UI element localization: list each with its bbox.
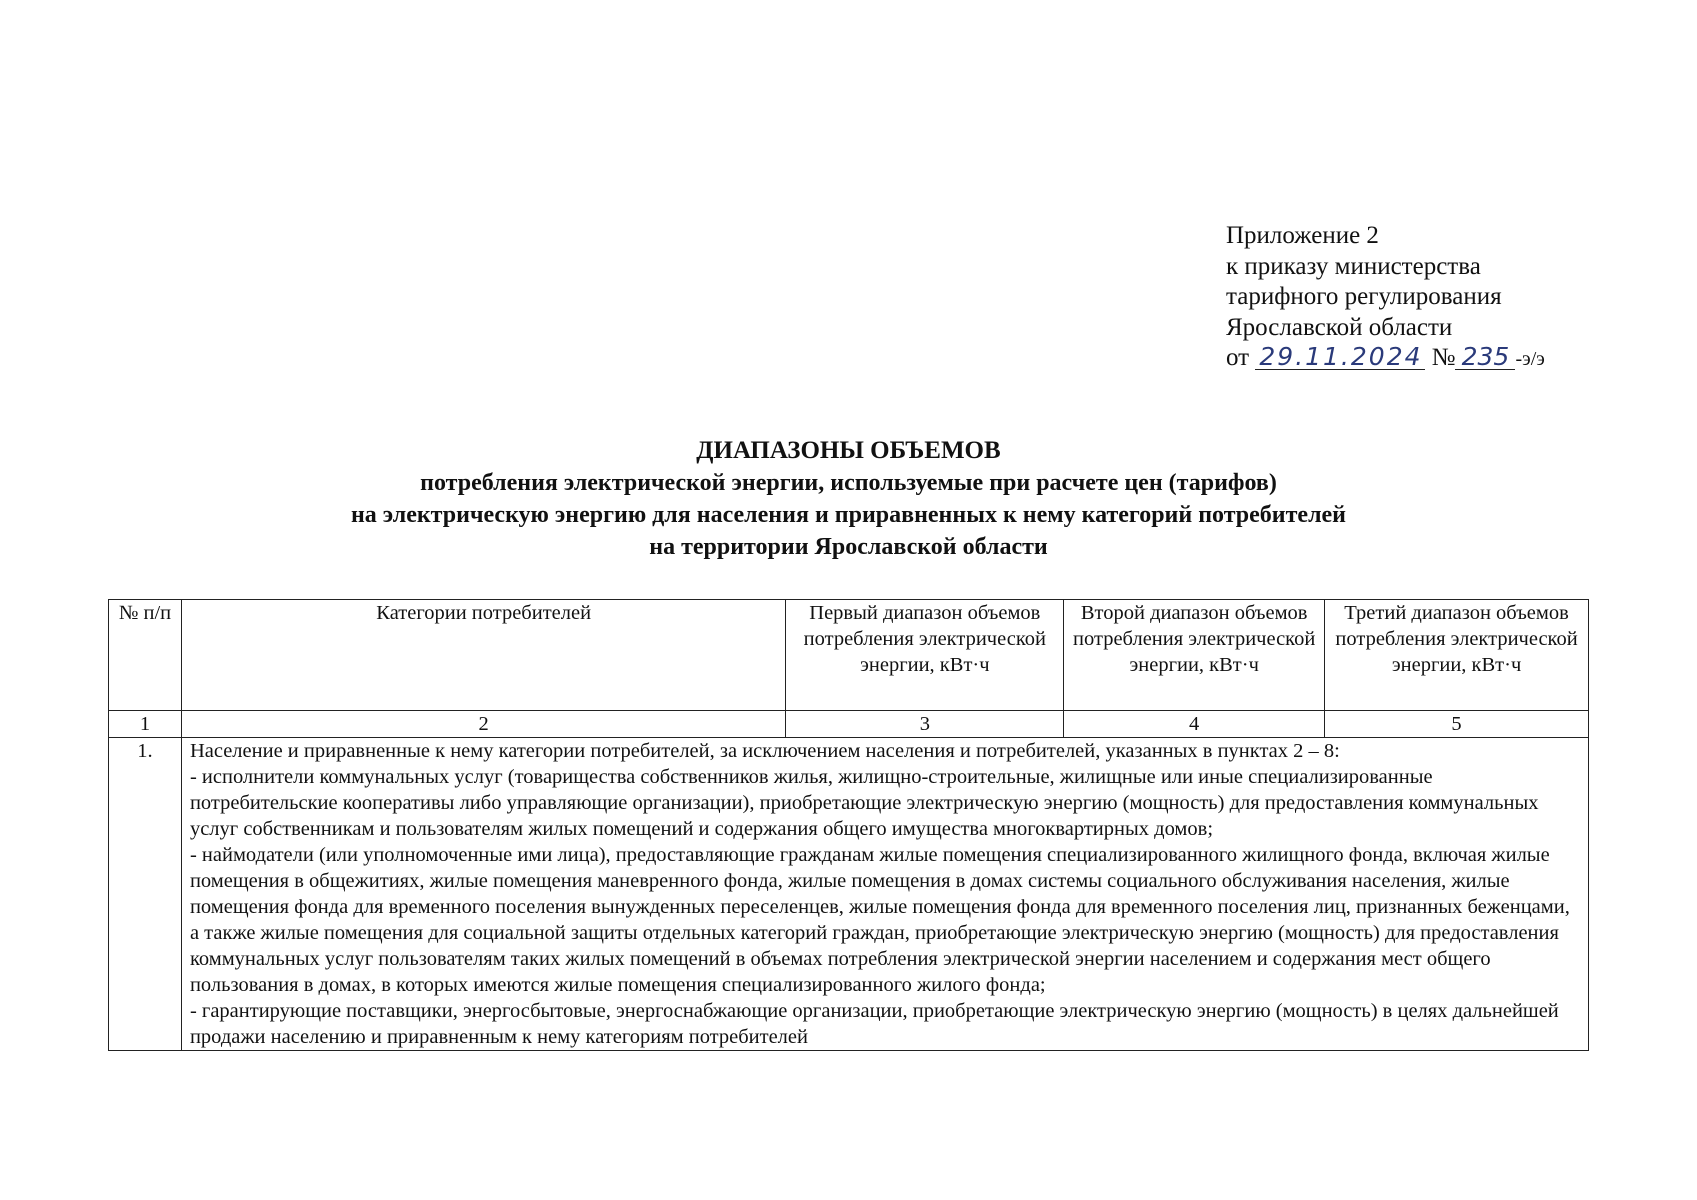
header-category: Категории потребителей xyxy=(181,600,785,711)
annex-number: 235 xyxy=(1455,345,1515,370)
title-subtitle-2: на электрическую энергию для населения и приравненных к нему категорий потребителей xyxy=(350,502,1347,528)
column-number-1: 1 xyxy=(109,711,182,738)
category-paragraph: - наймодатели (или уполномоченные ими лица), предоставляющие гражданам жилые помещения специализированного жилищного фонда, включая жилые помещения в общежитиях, жилые помещения маневренного фонда, жилые помещения в домах системы социального обслуживания населения, жилые помещения фонда для временного поселения вынужденных переселенцев, жилые помещения фонда для временного поселения лиц, признанных беженцами, а также жилые помещения для социальной защиты отдельных категорий граждан, приобретающие электрическую энергию (мощность) для предоставления коммунальных услуг пользователям таких жилых помещений в объемах потребления электрической энергии населением и содержания мест общего пользования в домах, в которых имеются жилые помещения специализированного жилого фонда; xyxy=(189,844,1570,996)
annex-region: Ярославской области xyxy=(1226,313,1453,341)
annex-number-sign: № xyxy=(1431,344,1456,371)
title-subtitle-1: потребления электрической энергии, используемые при расчете цен (тарифов) xyxy=(420,470,1277,496)
column-number-4: 4 xyxy=(1064,711,1325,738)
header-range-3: Третий диапазон объемов потребления электрической энергии, кВт·ч xyxy=(1325,600,1589,711)
table-row xyxy=(109,738,1589,1051)
header-range-2: Второй диапазон объемов потребления электрической энергии, кВт·ч xyxy=(1064,600,1325,711)
annex-date-line xyxy=(1226,343,1545,375)
ranges-table xyxy=(108,599,1589,1051)
annex-title: Приложение 2 xyxy=(1226,222,1379,249)
row-number: 1. xyxy=(109,738,182,1051)
column-number-3: 3 xyxy=(786,711,1064,738)
annex-block xyxy=(1226,221,1545,375)
annex-date: 29.11.2024 xyxy=(1255,345,1425,370)
category-paragraph: - гарантирующие поставщики, энергосбытовые, энергоснабжающие организации, приобретающие электрическую энергию (мощность) в целях дальнейшей продажи населению и приравненным к нему категориям потребителей xyxy=(189,1000,1559,1048)
annex-ministry: тарифного регулирования xyxy=(1226,283,1502,310)
category-paragraph: Население и приравненные к нему категории потребителей, за исключением населения и потребителей, указанных в пунктах 2 – 8: xyxy=(189,740,1340,762)
row-category-text xyxy=(181,738,1588,1051)
column-number-5: 5 xyxy=(1325,711,1589,738)
annex-date-prefix: от xyxy=(1226,344,1250,371)
column-number-2: 2 xyxy=(181,711,785,738)
column-number-row xyxy=(109,711,1589,738)
annex-number-suffix: -э/э xyxy=(1515,348,1545,370)
header-number: № п/п xyxy=(109,600,182,711)
table-header-row xyxy=(109,600,1589,711)
document-title xyxy=(100,435,1597,563)
title-main: ДИАПАЗОНЫ ОБЪЕМОВ xyxy=(696,437,1001,464)
category-paragraph: - исполнители коммунальных услуг (товарищества собственников жилья, жилищно-строительные, жилищные или иные специализированные потребительские кооперативы либо управляющие организации), приобретающие электрическую энергию (мощность) для предоставления коммунальных услуг собственникам и пользователям жилых помещений и содержания общего имущества многоквартирных домов; xyxy=(189,766,1539,840)
header-range-1: Первый диапазон объемов потребления электрической энергии, кВт·ч xyxy=(786,600,1064,711)
annex-order-ref: к приказу министерства xyxy=(1226,252,1481,280)
title-subtitle-3: на территории Ярославской области xyxy=(649,534,1048,560)
